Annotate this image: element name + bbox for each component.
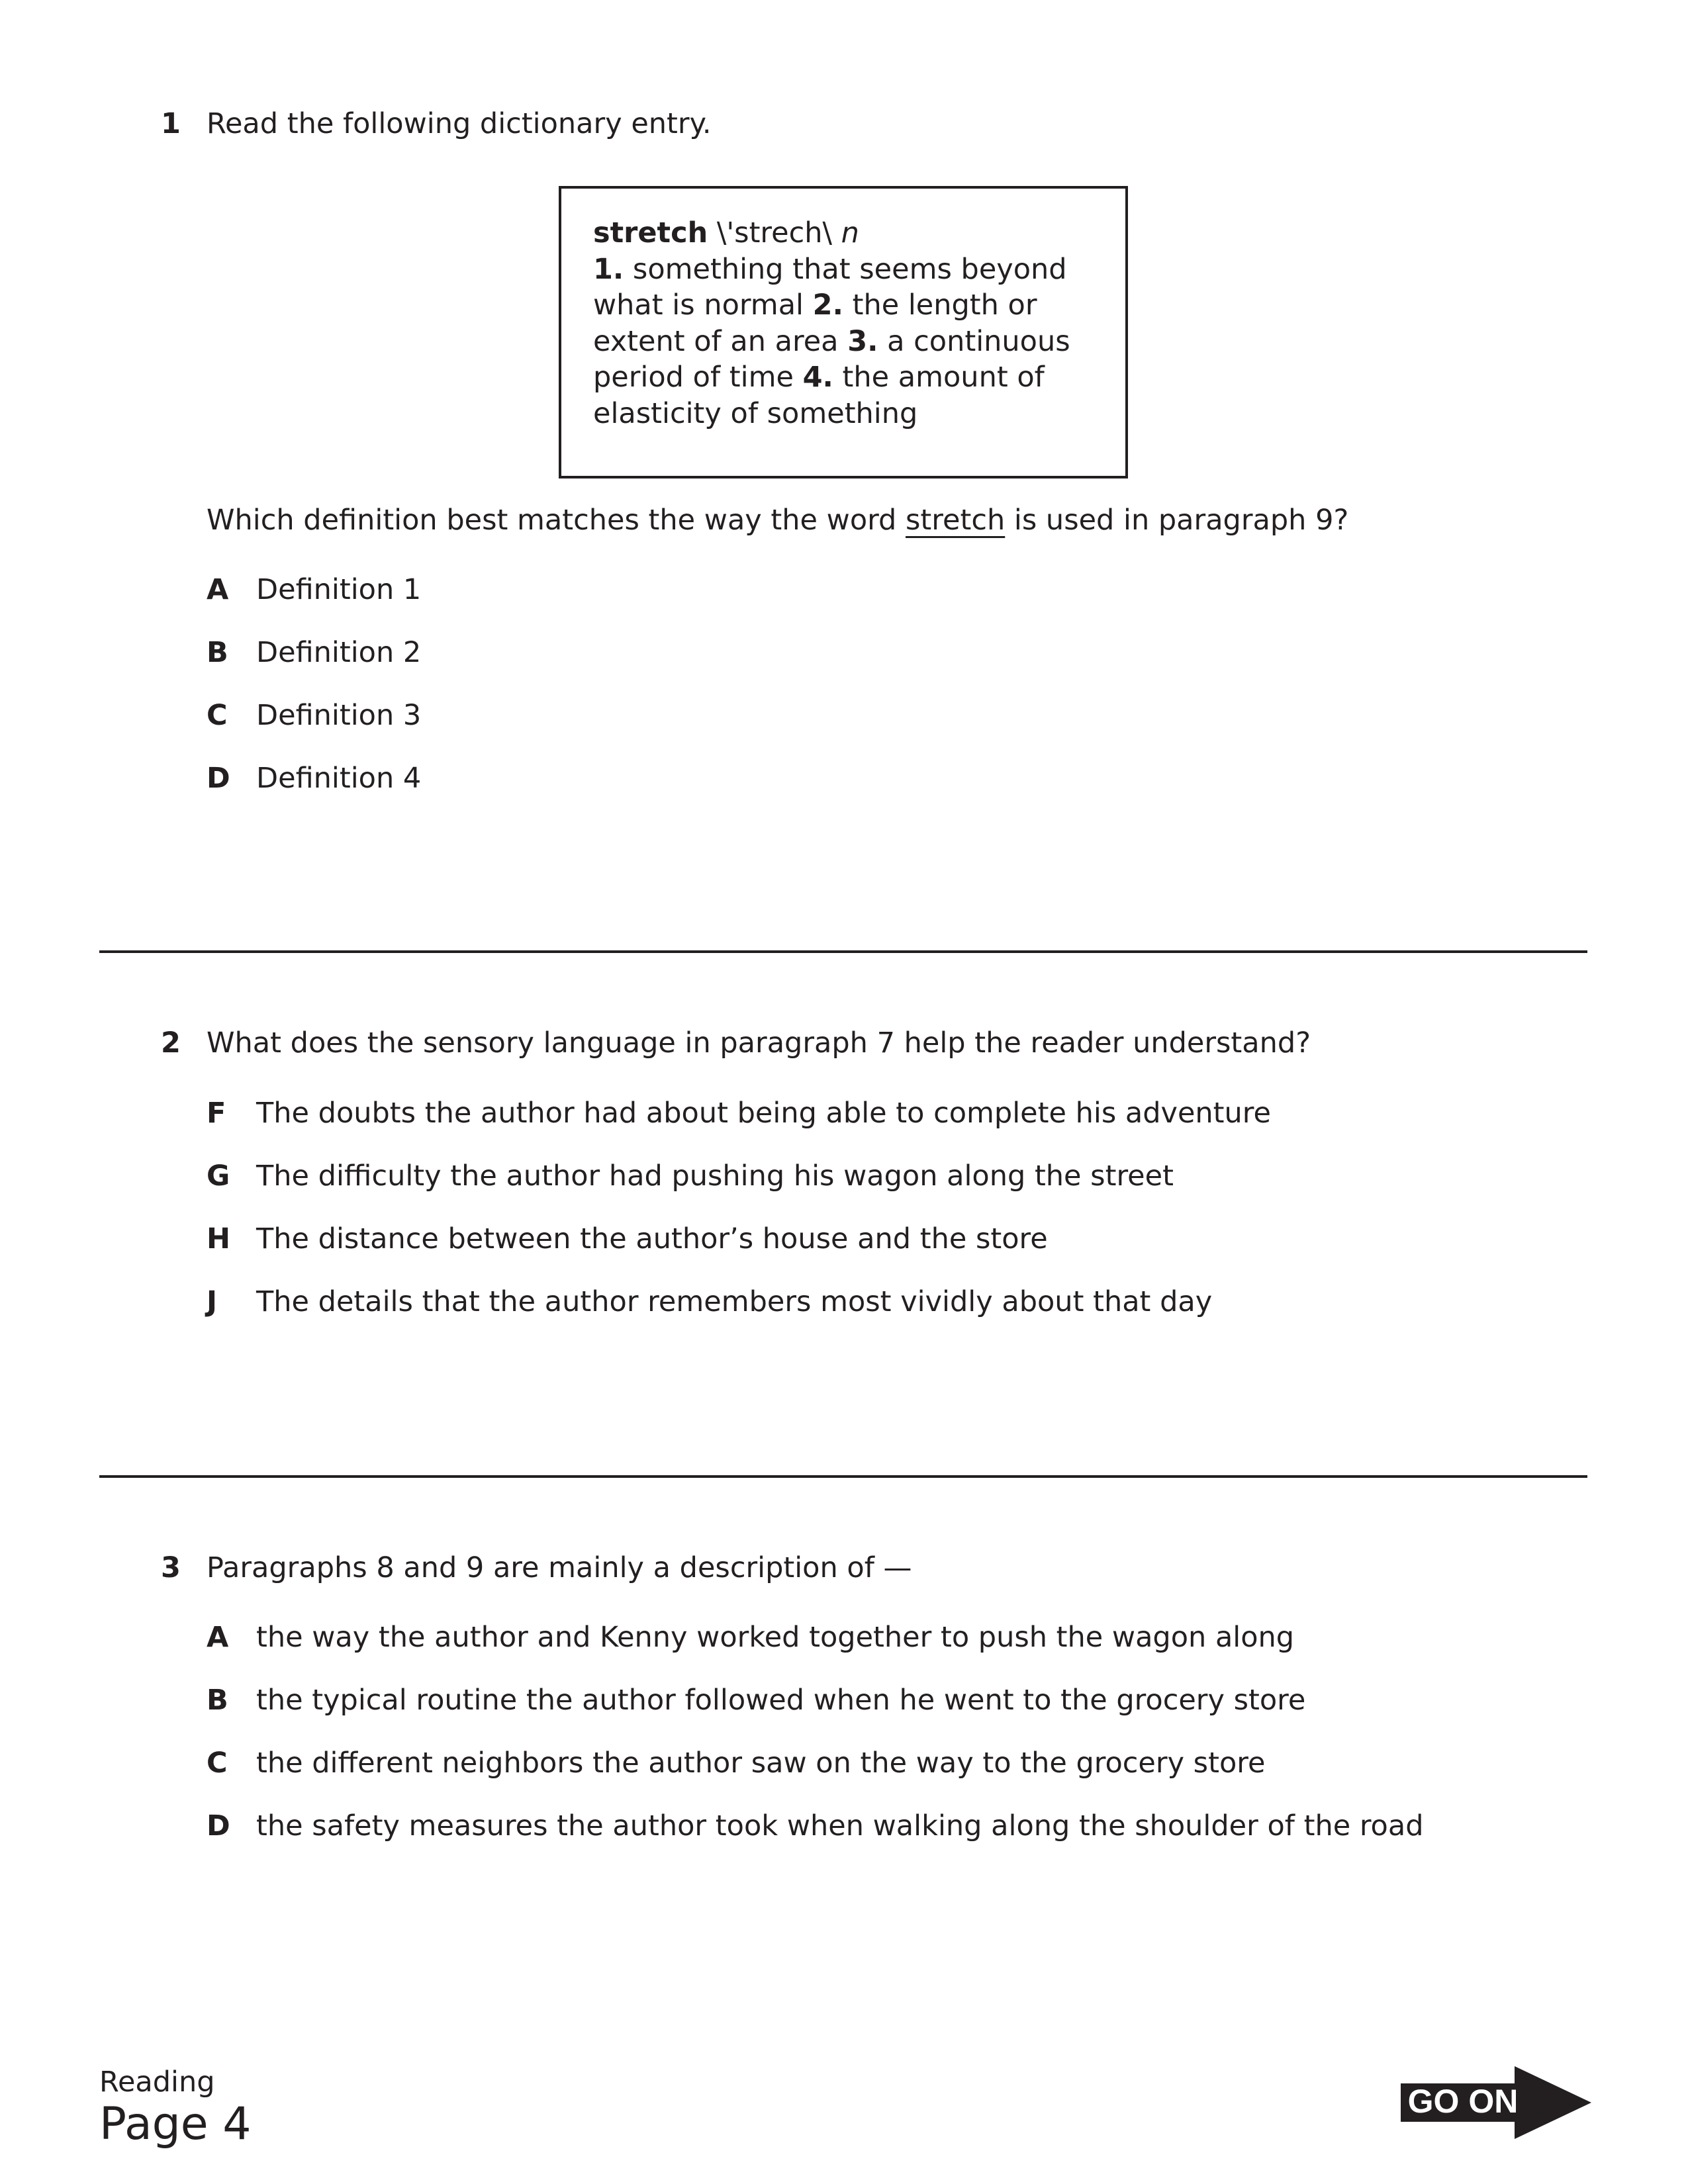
choice-text: Definition 4 [256,762,422,795]
question-number: 2 [161,1026,181,1060]
definition-line [593,287,1070,324]
choice-letter: A [207,1621,229,1654]
question-number: 1 [161,107,181,140]
choice-text: The distance between the author’s house and the store [256,1222,1048,1255]
definition-line [593,324,1070,360]
definition-line [593,251,1070,288]
headword: stretch [593,216,708,250]
section-divider [99,950,1587,953]
choice-text: The doubts the author had about being able to complete his adventure [256,1097,1271,1130]
section-divider [99,1475,1587,1478]
part-of-speech: n [841,216,859,250]
choice-letter: D [207,762,230,795]
question-1-stem [207,502,1348,539]
choice-letter: F [207,1097,226,1130]
footer-subject: Reading [99,2066,215,2099]
choice-letter: J [207,1285,217,1318]
choice-text: Definition 3 [256,699,422,732]
page-number: Page 4 [99,2098,252,2150]
choice-text: the typical routine the author followed when he went to the grocery store [256,1684,1306,1717]
definition-number: 1. [593,252,624,286]
definition-text: period of time [593,361,803,394]
question-text: is used in paragraph 9? [1005,504,1349,537]
question-stem: What does the sensory language in paragraph 7 help the reader understand? [207,1026,1311,1060]
question-text: Which definition best matches the way the word [207,504,906,537]
definition-text: the length or [843,289,1037,322]
choice-letter: H [207,1222,230,1255]
go-on-label: GO ON [1407,2083,1519,2120]
choice-letter: A [207,573,229,606]
go-on-arrow [1401,2066,1591,2139]
choice-text: Definition 1 [256,573,422,606]
choice-letter: D [207,1809,230,1843]
choice-text: The difficulty the author had pushing his wagon along the street [256,1160,1174,1193]
choice-text: The details that the author remembers most vividly about that day [256,1285,1213,1318]
choice-text: the safety measures the author took when walking along the shoulder of the road [256,1809,1424,1843]
definition-number: 4. [802,361,833,394]
definition-text: something that seems beyond [624,252,1067,286]
definition-lines [593,251,1070,432]
entry-headline [593,215,1070,251]
choice-text: Definition 2 [256,636,422,669]
choice-letter: C [207,699,228,732]
definition-text: what is normal [593,289,813,322]
dictionary-entry [593,215,1070,432]
definition-number: 2. [812,289,843,322]
question-stem: Paragraphs 8 and 9 are mainly a description of — [207,1551,912,1584]
choice-letter: G [207,1160,230,1193]
choice-text: the different neighbors the author saw on the way to the grocery store [256,1747,1266,1780]
pronunciation: \'strech\ [708,216,841,250]
question-intro: Read the following dictionary entry. [207,107,712,140]
definition-text: the amount of [833,361,1045,394]
definition-number: 3. [847,324,878,358]
choice-letter: B [207,636,228,669]
choice-letter: C [207,1747,228,1780]
question-number: 3 [161,1551,181,1584]
underlined-word: stretch [906,504,1006,537]
definition-text: a continuous [878,324,1070,358]
definition-line [593,359,1070,396]
definition-text: extent of an area [593,324,848,358]
definition-text: elasticity of something [593,396,918,430]
arrow-right-icon [1401,2066,1591,2139]
choice-letter: B [207,1684,228,1717]
choice-text: the way the author and Kenny worked together to push the wagon along [256,1621,1295,1654]
definition-line [593,396,1070,432]
dictionary-entry-box [559,186,1128,478]
